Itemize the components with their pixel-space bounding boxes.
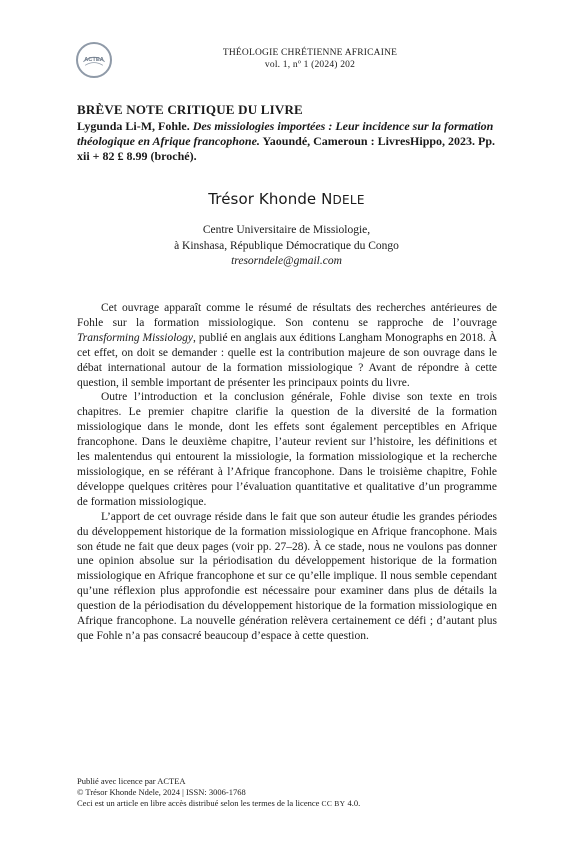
actea-logo-icon <box>78 44 110 76</box>
section-title: BRÈVE NOTE CRITIQUE DU LIVRE <box>77 102 303 117</box>
author-email[interactable]: tresorndele@gmail.com <box>231 255 342 267</box>
author-family-rest: DELE <box>332 193 365 207</box>
paragraph-1-part-a: Cet ouvrage apparaît comme le résumé de résultats des recherches antérieures de Fohle sur la formation missiologique. Son contenu se rapproche de l’ouvrage <box>77 302 497 329</box>
citation-publication: Yaoundé, Cameroun : LivresHippo, 2023. Pp. xii + 82 £ 8.99 (broché). <box>77 134 496 163</box>
footer-license-code[interactable]: CC BY <box>321 799 346 808</box>
book-citation <box>77 119 497 164</box>
paragraph-1-part-b: , publié en anglais aux éditions Langham Monographs en 2018. À cet effet, on doit se demander : quelle est la contribution majeure de son ouvrage dans le débat international autour de la formation missiologique ? Avant de répondre à cette question, il semble important de présenter les principaux points du livre. <box>77 331 497 389</box>
paragraph-2: Outre l’introduction et la conclusion générale, Fohle divise son texte en trois chapitres. Le premier chapitre clarifie la question de la diversité de la formation missiologique dans le monde, dont les effets sont également perceptibles en Afrique francophone. Dans le deuxième chapitre, l’auteur revient sur l’histoire, les définitions et les malentendus qui entourent la missiologie, la formation missiologique et la recherche missiologique, en se référant à l’Afrique francophone. Dans le troisième chapitre, Fohle développe quelques critères pour l’évaluation quantitative et qualitative d’un programme de formation missiologique. <box>77 391 497 508</box>
paragraph-3: L’apport de cet ouvrage réside dans le fait que son auteur étudie les grandes périodes du développement historique de la formation missiologique en Afrique francophone. Mais son étude ne fait que deux pages (voir pp. 27–28). À ce stade, nous ne voulons pas donner une opinion absolue sur la périodisation du développement historique de la formation missiologique en Afrique francophone et sur ce qu’elle implique. Il nous semble cependant qu’une réflexion plus approfondie est nécessaire pour examiner dans plus de détails la question de la périodisation du développement historique de la formation missiologique en Afrique francophone. La nouvelle génération relèvera certainement ce défi ; d’autant plus que Fohle n’a pas consacré beaucoup d’espace à cette question. <box>77 510 497 642</box>
author-family-initial: N <box>321 190 333 208</box>
citation-title: Des missiologies importées : Leur incidence sur la formation théologique en Afrique francophone. <box>77 119 494 148</box>
affiliation-line-1: Centre Universitaire de Missiologie, <box>202 224 371 236</box>
footer-license <box>77 798 497 809</box>
author-given-name: Trésor Khonde <box>208 190 322 208</box>
author-name <box>0 190 573 208</box>
license-footer <box>77 776 497 809</box>
footer-publisher: Publié avec licence par ACTEA <box>77 776 186 786</box>
review-body <box>77 301 497 644</box>
paragraph-1-book-title: Transforming Missiology <box>77 331 194 344</box>
footer-license-text: Ceci est un article en libre accès distribué selon les termes de la licence <box>77 798 322 808</box>
author-affiliation <box>0 223 573 270</box>
journal-header <box>150 47 470 71</box>
footer-copyright: © Trésor Khonde Ndele, 2024 | ISSN: 3006-1768 <box>77 787 246 797</box>
journal-volume: vol. 1, nº 1 (2024) 202 <box>264 60 356 70</box>
citation-author: Lygunda Li-M, Fohle. <box>77 119 193 133</box>
affiliation-line-2: à Kinshasa, République Démocratique du Congo <box>174 239 399 252</box>
paragraph-1 <box>77 301 497 390</box>
footer-license-version: 4.0. <box>345 798 361 808</box>
actea-logo <box>76 42 112 78</box>
journal-title: THÉOLOGIE CHRÉTIENNE AFRICAINE <box>222 48 398 58</box>
logo-text: ACTEA <box>84 56 104 63</box>
